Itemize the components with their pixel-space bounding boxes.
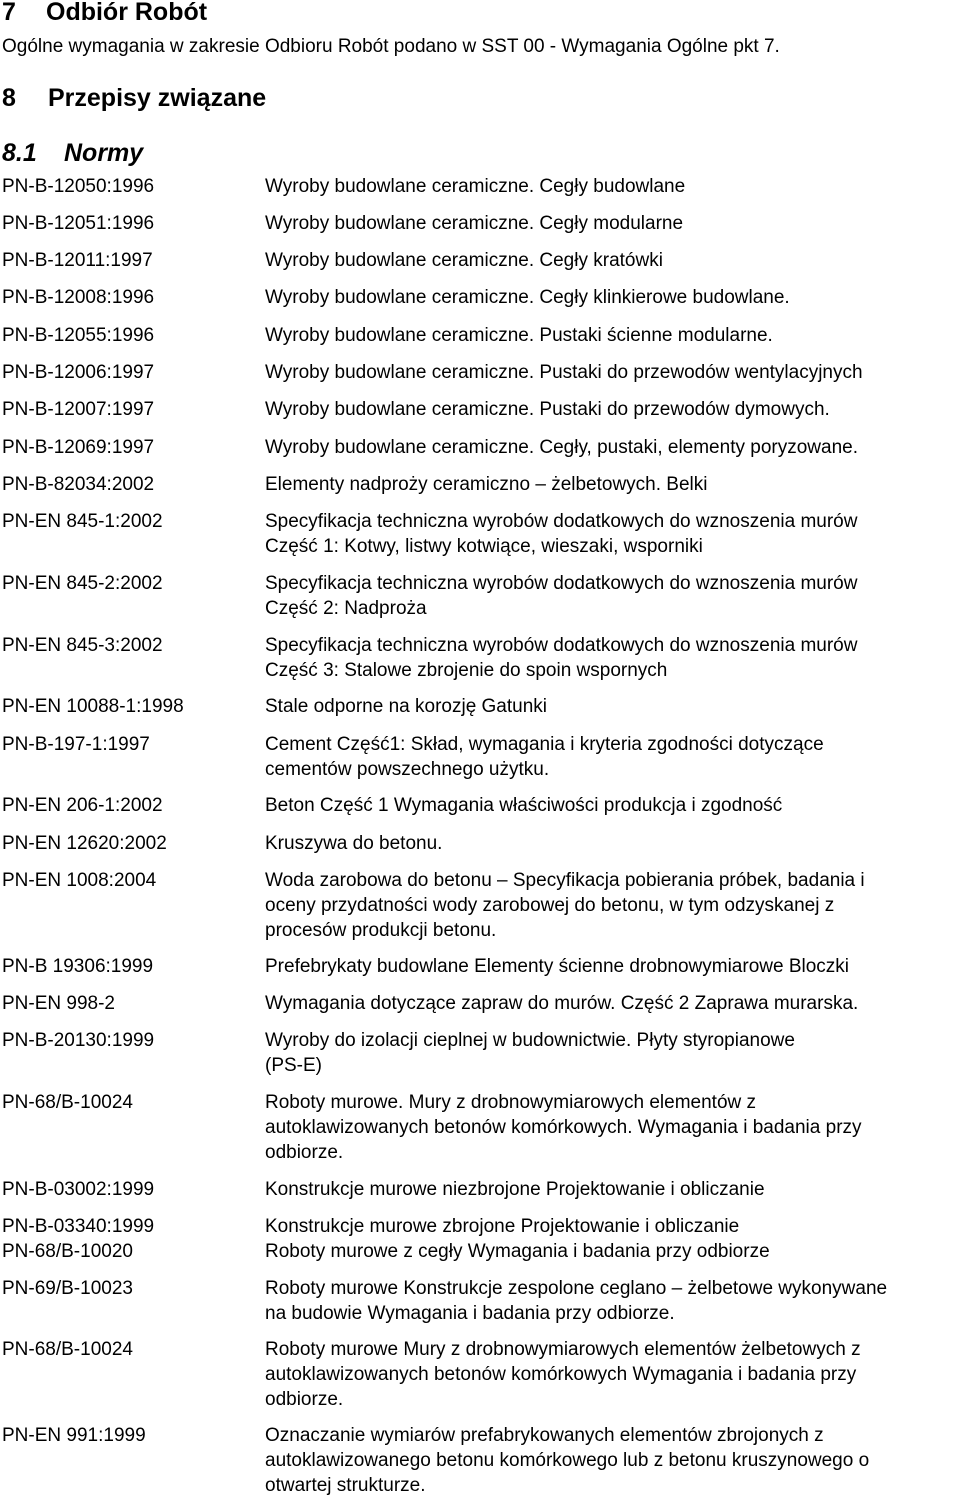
section-7-text: Ogólne wymagania w zakresie Odbioru Robót podano w SST 00 - Wymagania Ogólne pkt 7. xyxy=(2,36,780,57)
section-7-number: 7 xyxy=(2,0,16,26)
norm-description: Wyroby budowlane ceramiczne. Cegły klinkierowe budowlane. xyxy=(265,287,790,308)
norm-code: PN-EN 206-1:2002 xyxy=(2,795,163,816)
section-8-number: 8 xyxy=(2,84,16,112)
norm-code: PN-B-197-1:1997 xyxy=(2,734,150,755)
norm-description: Stale odporne na korozję Gatunki xyxy=(265,696,548,717)
norm-code: PN-B-12050:1996 xyxy=(2,176,155,197)
section-8-1-number: 8.1 xyxy=(2,139,37,167)
norm-code: PN-EN 998-2 xyxy=(2,993,115,1014)
section-7-title: Odbiór Robót xyxy=(46,0,208,26)
norm-description: Wyroby budowlane ceramiczne. Pustaki do przewodów wentylacyjnych xyxy=(265,362,863,383)
norm-description: Kruszywa do betonu. xyxy=(265,833,443,854)
norm-description: Wyroby budowlane ceramiczne. Pustaki ścienne modularne. xyxy=(265,325,773,346)
norm-code: PN-EN 12620:2002 xyxy=(2,833,167,854)
norm-description: Oznaczanie wymiarów prefabrykowanych elementów zbrojonych z autoklawizowanego betonu komórkowego lub z betonu kruszynowego o otwartej strukturze. xyxy=(265,1425,870,1496)
norm-description: Beton Część 1 Wymagania właściwości produkcja i zgodność xyxy=(265,795,783,816)
norm-code: PN-B 19306:1999 xyxy=(2,956,154,977)
norm-code: PN-EN 845-3:2002 xyxy=(2,635,163,656)
norm-code: PN-B-12011:1997 xyxy=(2,250,153,271)
norm-description: Wyroby budowlane ceramiczne. Cegły, pustaki, elementy poryzowane. xyxy=(265,437,858,458)
norm-code: PN-68/B-10024 xyxy=(2,1339,133,1360)
norm-code: PN-B-03340:1999 PN-68/B-10020 xyxy=(2,1216,155,1262)
norm-code: PN-EN 10088-1:1998 xyxy=(2,696,184,717)
norm-description: Wyroby budowlane ceramiczne. Pustaki do przewodów dymowych. xyxy=(265,399,830,420)
norm-description: Prefebrykaty budowlane Elementy ścienne drobnowymiarowe Bloczki xyxy=(265,956,850,977)
norm-description: Roboty murowe. Mury z drobnowymiarowych elementów z autoklawizowanych betonów komórkowych. Wymagania i badania przy odbiorze. xyxy=(265,1092,862,1163)
norm-description: Konstrukcje murowe zbrojone Projektowanie i obliczanie Roboty murowe z cegły Wymagania i badania przy odbiorze xyxy=(265,1216,770,1262)
section-8-1-heading xyxy=(2,138,143,168)
norm-description: Wyroby budowlane ceramiczne. Cegły budowlane xyxy=(265,176,686,197)
norm-description: Roboty murowe Mury z drobnowymiarowych elementów żelbetowych z autoklawizowanych betonów komórkowych Wymagania i badania przy odbiorze. xyxy=(265,1339,861,1410)
norm-code: PN-B-12006:1997 xyxy=(2,362,155,383)
norm-code: PN-B-12051:1996 xyxy=(2,213,155,234)
norm-description: Specyfikacja techniczna wyrobów dodatkowych do wznoszenia murów Część 3: Stalowe zbrojenie do spoin wspornych xyxy=(265,635,858,681)
norm-description: Wymagania dotyczące zapraw do murów. Część 2 Zaprawa murarska. xyxy=(265,993,859,1014)
norm-code: PN-EN 845-1:2002 xyxy=(2,511,163,532)
section-7-heading xyxy=(2,0,207,28)
norm-code: PN-B-12069:1997 xyxy=(2,437,155,458)
section-8-1-title: Normy xyxy=(64,139,144,167)
section-8-heading xyxy=(2,83,266,113)
norm-description: Elementy nadproży ceramiczno – żelbetowych. Belki xyxy=(265,474,708,495)
norm-description: Roboty murowe Konstrukcje zespolone ceglano – żelbetowe wykonywane na budowie Wymagania i badania przy odbiorze. xyxy=(265,1278,888,1324)
norm-code: PN-B-12055:1996 xyxy=(2,325,155,346)
norm-description: Specyfikacja techniczna wyrobów dodatkowych do wznoszenia murów Część 1: Kotwy, listwy kotwiące, wieszaki, wsporniki xyxy=(265,511,858,557)
norm-description: Wyroby budowlane ceramiczne. Cegły kratówki xyxy=(265,250,663,271)
norm-code: PN-69/B-10023 xyxy=(2,1278,133,1299)
norm-code: PN-B-82034:2002 xyxy=(2,474,155,495)
norm-code: PN-B-03002:1999 xyxy=(2,1179,155,1200)
norm-description: Wyroby do izolacji cieplnej w budownictwie. Płyty styropianowe (PS-E) xyxy=(265,1030,795,1076)
norm-description: Specyfikacja techniczna wyrobów dodatkowych do wznoszenia murów Część 2: Nadproża xyxy=(265,573,858,619)
norm-description: Cement Część1: Skład, wymagania i kryteria zgodności dotyczące cementów powszechnego użytku. xyxy=(265,734,824,780)
norm-code: PN-68/B-10024 xyxy=(2,1092,133,1113)
norm-description: Konstrukcje murowe niezbrojone Projektowanie i obliczanie xyxy=(265,1179,765,1200)
norm-code: PN-EN 991:1999 xyxy=(2,1425,146,1446)
norm-code: PN-EN 1008:2004 xyxy=(2,870,157,891)
norm-description: Woda zarobowa do betonu – Specyfikacja pobierania próbek, badania i oceny przydatności wody zarobowej do betonu, w tym odzyskanej z procesów produkcji betonu. xyxy=(265,870,865,941)
norm-code: PN-B-20130:1999 xyxy=(2,1030,155,1051)
norm-code: PN-B-12007:1997 xyxy=(2,399,155,420)
section-8-title: Przepisy związane xyxy=(48,84,267,112)
norm-description: Wyroby budowlane ceramiczne. Cegły modularne xyxy=(265,213,684,234)
norm-code: PN-B-12008:1996 xyxy=(2,287,155,308)
norm-code: PN-EN 845-2:2002 xyxy=(2,573,163,594)
